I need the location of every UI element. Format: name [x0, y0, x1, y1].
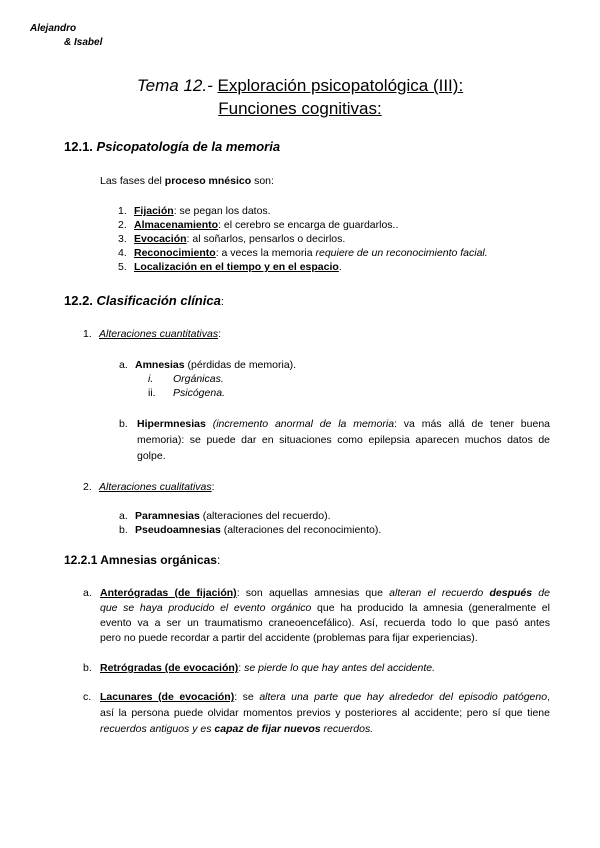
term-italic: (incremento anormal de la memoria [212, 418, 395, 430]
author-line-2: & Isabel [64, 37, 103, 48]
section-title: Clasificación clínica [96, 293, 221, 308]
line-italic: alteran el recuerdo [389, 587, 490, 599]
title-line-1: Exploración psicopatológica (III): [217, 76, 464, 95]
lacunares-line-3 [100, 722, 373, 736]
lacunares-line-2: así la persona puede olvidar momentos previos y posteriores al accidente; pero sí que tiene [100, 707, 550, 719]
list-number: 3. [118, 233, 127, 245]
sub-item-text: Psicógena. [173, 387, 225, 399]
hipermnesias-line-1 [137, 417, 550, 431]
list-number: a. [119, 359, 128, 371]
list-number: b. [119, 524, 128, 536]
list-number: a. [119, 510, 128, 522]
list-number: 4. [118, 247, 127, 259]
term-desc: (alteraciones del recuerdo). [199, 510, 331, 522]
list-rest: : a veces la memoria [215, 247, 316, 259]
subsection-label: Alteraciones cualitativas [99, 481, 212, 493]
list-number: 5. [118, 261, 127, 273]
line-text: : se [234, 691, 260, 703]
list-term: Localización en el tiempo y en el espacio [134, 261, 339, 273]
list-number: 1. [83, 328, 92, 340]
line-text: : son aquellas amnesias que [236, 587, 390, 599]
list-item [118, 232, 345, 246]
hipermnesias-line-3: golpe. [137, 450, 166, 462]
term-amnesias: Amnesias [135, 359, 185, 371]
sub-item-psicogena [148, 386, 225, 400]
list-item-pseudoamnesias [119, 523, 381, 537]
line-text: : [238, 662, 245, 674]
lacunares-line-1 [100, 690, 550, 704]
list-item [118, 260, 342, 274]
line-italic: altera una parte que hay alrededor del episodio patógeno [259, 691, 548, 703]
page-title [0, 76, 600, 96]
line-italic: recuerdos antiguos y es [100, 723, 215, 735]
line-italic: de [532, 587, 550, 599]
list-rest: : el cerebro se encarga de guardarlos.. [218, 219, 399, 231]
list-number: 2. [83, 481, 92, 493]
intro-bold: proceso mnésico [164, 175, 252, 187]
list-marker-b [83, 661, 92, 675]
line-text: que ha producido la amnesia (generalmente el [311, 602, 550, 614]
line-text: : va más allá de tener buena [394, 418, 550, 430]
intro-text [100, 174, 274, 188]
list-item [118, 204, 271, 218]
anterogradas-line-1 [100, 586, 550, 600]
list-number: b. [119, 418, 128, 430]
list-number: c. [83, 691, 92, 703]
line-italic: recuerdos. [320, 723, 374, 735]
hipermnesias-line-2: memoria): se puede dar en situaciones como epilepsia aparecen muchos datos de [137, 434, 550, 446]
line-bold-italic: después [489, 587, 533, 599]
intro-post: son: [251, 175, 274, 187]
anterogradas-line-4: pero no puede recordar a partir del accidente (problemas para fijar experiencias). [100, 632, 478, 644]
term-desc: (pérdidas de memoria). [184, 359, 297, 371]
section-title: 12.2.1 Amnesias orgánicas [64, 553, 217, 567]
subsection-cuantitativas: 1. Alteraciones cuantitativas: [83, 328, 221, 340]
sub-item-text: Orgánicas. [173, 373, 224, 385]
list-item-amnesias [119, 358, 296, 372]
list-number: 2. [118, 219, 127, 231]
list-item-hipermnesias-marker [119, 417, 135, 431]
page-subtitle [0, 99, 600, 119]
subsection-cualitativas: 2. Alteraciones cualitativas: [83, 481, 215, 493]
list-term: Almacenamiento [134, 219, 219, 231]
list-item-paramnesias [119, 509, 331, 523]
list-marker-c [83, 690, 91, 704]
list-italic: requiere de un reconocimiento facial. [315, 247, 488, 259]
section-heading-12-2-1: 12.2.1 Amnesias orgánicas: [64, 553, 221, 567]
line-text: , [547, 691, 550, 703]
term-hipermnesias: Hipermnesias [137, 418, 206, 430]
list-number: 1. [118, 205, 127, 217]
list-rest: : se pegan los datos. [173, 205, 271, 217]
list-number: a. [83, 587, 92, 599]
term-anterogradas: Anterógradas (de fijación) [100, 587, 237, 599]
subsection-label: Alteraciones cuantitativas [99, 328, 219, 340]
list-item [118, 246, 488, 260]
roman-number: i. [148, 373, 154, 385]
sub-item-organicas [148, 372, 224, 386]
section-heading-12-1 [64, 139, 280, 154]
term-retrogradas: Retrógradas (de evocación) [100, 662, 239, 674]
title-prefix: Tema 12.- [136, 76, 213, 95]
section-number: 12.1. [64, 139, 93, 154]
list-term: Evocación [134, 233, 187, 245]
line-italic: se pierde lo que hay antes del accidente. [244, 662, 436, 674]
list-term: Fijación [134, 205, 174, 217]
list-marker-a [83, 586, 92, 600]
title-line-2: Funciones cognitivas: [218, 99, 382, 118]
intro-pre: Las fases del [100, 175, 165, 187]
author-line-1: Alejandro [30, 23, 77, 34]
anterogradas-line-2 [100, 601, 550, 615]
term-pseudoamnesias: Pseudoamnesias [135, 524, 221, 536]
retrogradas-line [100, 661, 435, 675]
list-item [118, 218, 398, 232]
term-paramnesias: Paramnesias [135, 510, 200, 522]
section-heading-12-2: 12.2. Clasificación clínica: [64, 293, 224, 308]
roman-number: ii. [148, 387, 156, 399]
list-term: Reconocimiento [134, 247, 216, 259]
anterogradas-line-3: evento va a ser un traumatismo craneoencefálico). Así, recuerda todo lo que pasó antes [100, 617, 550, 629]
section-number: 12.2. [64, 293, 93, 308]
term-lacunares: Lacunares (de evocación) [100, 691, 235, 703]
list-number: b. [83, 662, 92, 674]
line-bold-italic: capaz de fijar nuevos [214, 723, 321, 735]
line-italic: que se haya producido el evento orgánico [100, 602, 312, 614]
list-rest: : al soñarlos, pensarlos o decirlos. [186, 233, 346, 245]
list-rest: . [338, 261, 342, 273]
term-desc: (alteraciones del reconocimiento). [220, 524, 382, 536]
section-title: Psicopatología de la memoria [96, 139, 281, 154]
